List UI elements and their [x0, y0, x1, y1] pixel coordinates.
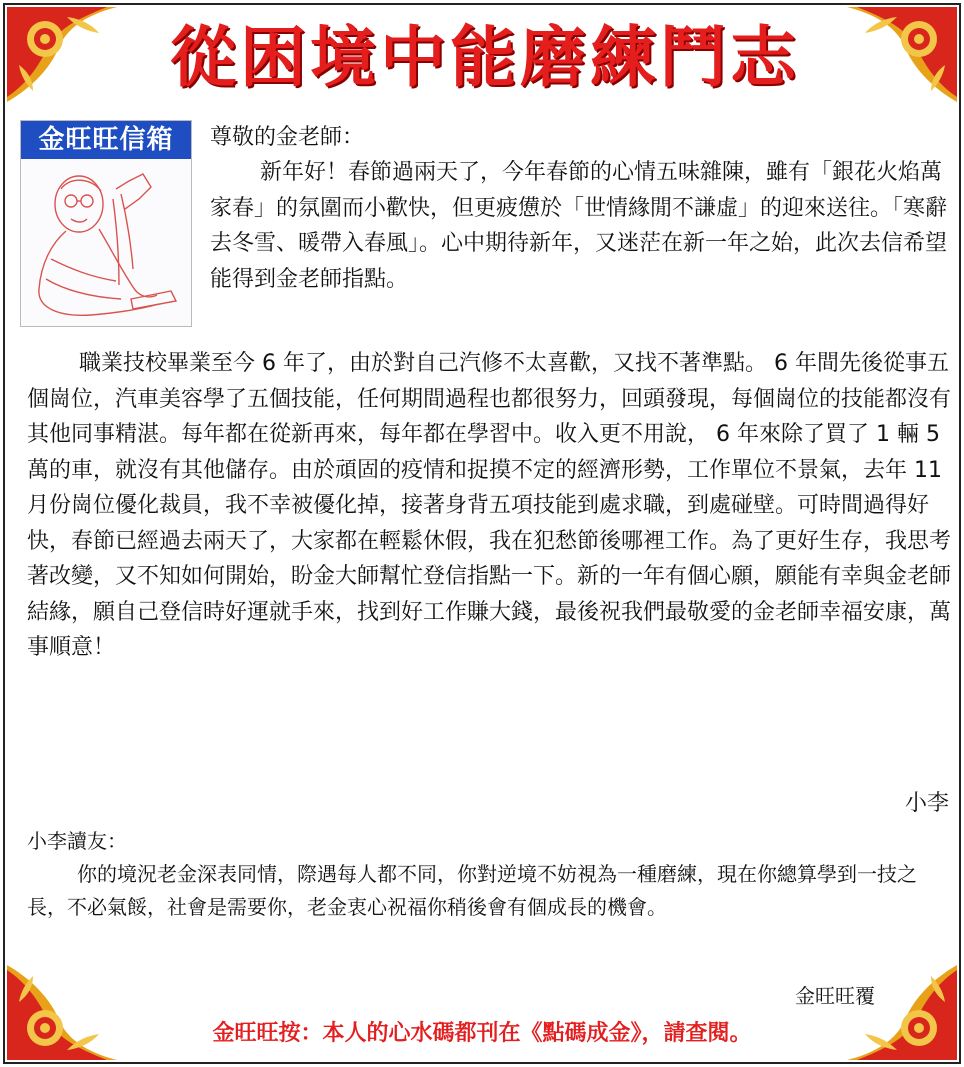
- footer-note: 金旺旺按：本人的心水碼都刊在《點碼成金》，請查閱。: [212, 1021, 752, 1046]
- letter-signature: 小李: [904, 791, 949, 816]
- newspaper-clipping: [3, 3, 961, 1064]
- reply-greeting: 小李讀友：: [27, 829, 127, 853]
- headline: 從困境中能磨練鬥志: [170, 18, 800, 96]
- letter-paragraph-2: 職業技校畢業至今 6 年了，由於對自己汽修不太喜歡，又找不著準點。 6 年間先後從事五個崗位，汽車美容學了五個技能，任何期間過程也都很努力，回頭發現，每個崗位的技能都沒有其他同事精湛。每年都在從新再來，每年都在學習中。收入更不用說， 6 年來除了買了 1 輛 5 萬的車，就沒有其他儲存。由於頑固的疫情和捉摸不定的經濟形勢，工作單位不景氣，去年 11 月份崗位優化裁員，我不幸被優化掉，接著身背五項技能到處求職，到處碰壁。可時間過得好快，春節已經過去兩天了，大家都在輕鬆休假，我在犯愁節後哪裡工作。為了更好生存，我思考著改變，又不知如何開始，盼金大師幫忙登信指點一下。新的一年有個心願，願能有幸與金老師結緣，願自己登信時好運就手來，找到好工作賺大錢，最後祝我們最敬愛的金老師幸福安康，萬事順意！: [27, 351, 952, 660]
- letter-paragraph-1: 新年好！春節過兩天了，今年春節的心情五味雜陳，雖有「銀花火焰萬家春」的氛圍而小歡快，但更疲憊於「世情緣閒不謙虛」的迎來送往。「寒辭去冬雪、暖帶入春風」。心中期待新年，又迷茫在新一年之始，此次去信希望能得到金老師指點。: [210, 160, 948, 292]
- reply-paragraph: 你的境況老金深表同情，際遇每人都不同，你對逆境不妨視為一種磨練，現在你總算學到一技之長，不必氣餒，社會是需要你，老金衷心祝福你稍後會有個成長的機會。: [27, 862, 917, 919]
- reply-signature: 金旺旺覆: [795, 984, 875, 1008]
- column-logo: [20, 120, 192, 327]
- caricature-sketch-icon: [21, 159, 191, 326]
- letter-greeting: 尊敬的金老師：: [210, 125, 365, 150]
- corner-ornament-icon: [847, 7, 957, 102]
- column-label: 金旺旺信箱: [21, 121, 191, 159]
- corner-ornament-icon: [7, 7, 117, 102]
